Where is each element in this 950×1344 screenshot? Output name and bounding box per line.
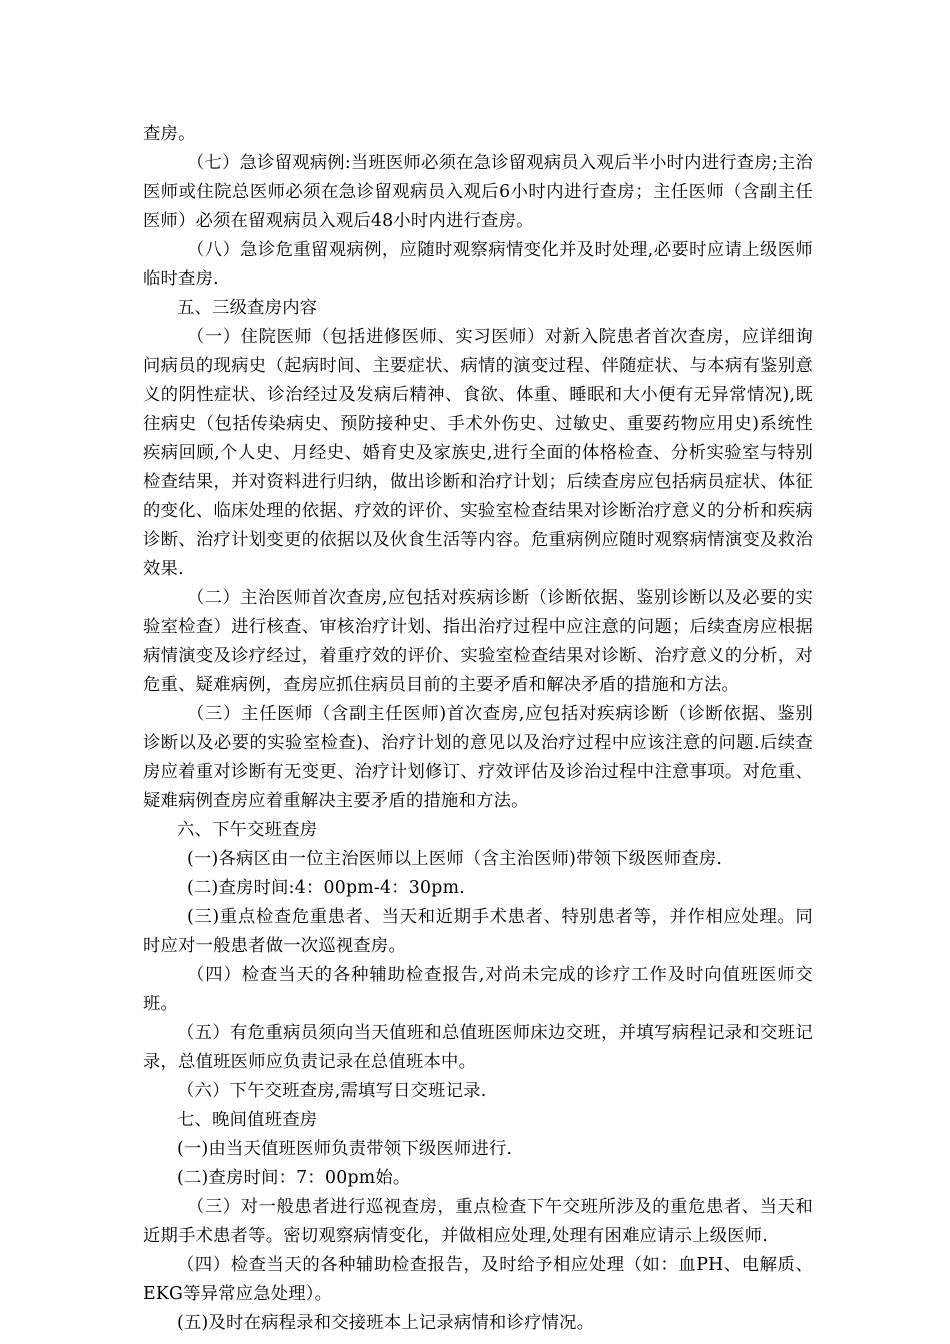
paragraph: （二）主治医师首次查房,应包括对疾病诊断（诊断依据、鉴别诊断以及必要的实验室检查）进行核查、审核治疗计划、指出治疗过程中应注意的问题；后续查房应根据病情演变及诊疗经过，着重疗效的评价、实验室检查结果对诊断、治疗意义的分析，对危重、疑难病例，查房应抓住病员目前的主要矛盾和解决矛盾的措施和方法。 (143, 588, 813, 695)
section-heading: 六、下午交班查房 (177, 820, 318, 840)
paragraph: (三)重点检查危重患者、当天和近期手术患者、特别患者等，并作相应处理。同时应对一般患者做一次巡视查房。 (143, 907, 813, 956)
paragraph: 查房。 (143, 124, 196, 144)
paragraph: (二)查房时间：7：00pm始。 (177, 1168, 411, 1188)
paragraph: （三）主任医师（含副主任医师)首次查房,应包括对疾病诊断（诊断依据、鉴别诊断以及必要的实验室检查)、治疗计划的意见以及治疗过程中应该注意的问题.后续查房应着重对诊断有无变更、治疗计划修订、疗效评估及诊治过程中注意事项。对危重、疑难病例查房应着重解决主要矛盾的措施和方法。 (143, 704, 813, 811)
paragraph: (五)及时在病程录和交接班本上记录病情和诊疗情况。 (177, 1313, 595, 1333)
paragraph: （四）检查当天的各种辅助检查报告,对尚未完成的诊疗工作及时向值班医师交班。 (143, 965, 813, 1014)
paragraph: （四）检查当天的各种辅助检查报告，及时给予相应处理（如：血PH、电解质、EKG等异常应急处理）。 (143, 1255, 813, 1304)
paragraph: (一)由当天值班医师负责带领下级医师进行. (177, 1139, 513, 1159)
document-body (143, 120, 813, 1338)
section-heading: 七、晚间值班查房 (177, 1110, 318, 1130)
section-heading: 五、三级查房内容 (177, 298, 318, 318)
paragraph: （八）急诊危重留观病例，应随时观察病情变化并及时处理,必要时应请上级医师临时查房. (143, 240, 813, 289)
paragraph: （六）下午交班查房,需填写日交班记录. (177, 1081, 487, 1101)
paragraph: （三）对一般患者进行巡视查房，重点检查下午交班所涉及的重危患者、当天和近期手术患者等。密切观察病情变化，并做相应处理,处理有困难应请示上级医师. (143, 1197, 813, 1246)
paragraph: （一）住院医师（包括进修医师、实习医师）对新入院患者首次查房，应详细询问病员的现病史（起病时间、主要症状、病情的演变过程、伴随症状、与本病有鉴别意义的阴性症状、诊治经过及发病后精神、食欲、体重、睡眠和大小便有无异常情况),既往病史（包括传染病史、预防接种史、手术外伤史、过敏史、重要药物应用史)系统性疾病回顾,个人史、月经史、婚育史及家族史,进行全面的体格检查、分析实验室与特别检查结果，并对资料进行归纳，做出诊断和治疗计划；后续查房应包括病员症状、体征的变化、临床处理的依据、疗效的评价、实验室检查结果对诊断治疗意义的分析和疾病诊断、治疗计划变更的依据以及伙食生活等内容。危重病例应随时观察病情演变及救治效果. (143, 327, 813, 579)
paragraph: (一)各病区由一位主治医师以上医师（含主治医师)带领下级医师查房. (187, 849, 723, 869)
paragraph: (二)查房时间:4：00pm-4：30pm. (187, 878, 465, 898)
paragraph: （五）有危重病员须向当天值班和总值班医师床边交班，并填写病程记录和交班记录，总值班医师应负责记录在总值班本中。 (143, 1023, 813, 1072)
paragraph: （七）急诊留观病例:当班医师必须在急诊留观病员入观后半小时内进行查房;主治医师或住院总医师必须在急诊留观病员入观后6小时内进行查房；主任医师（含副主任医师）必须在留观病员入观后48小时内进行查房。 (143, 153, 813, 231)
